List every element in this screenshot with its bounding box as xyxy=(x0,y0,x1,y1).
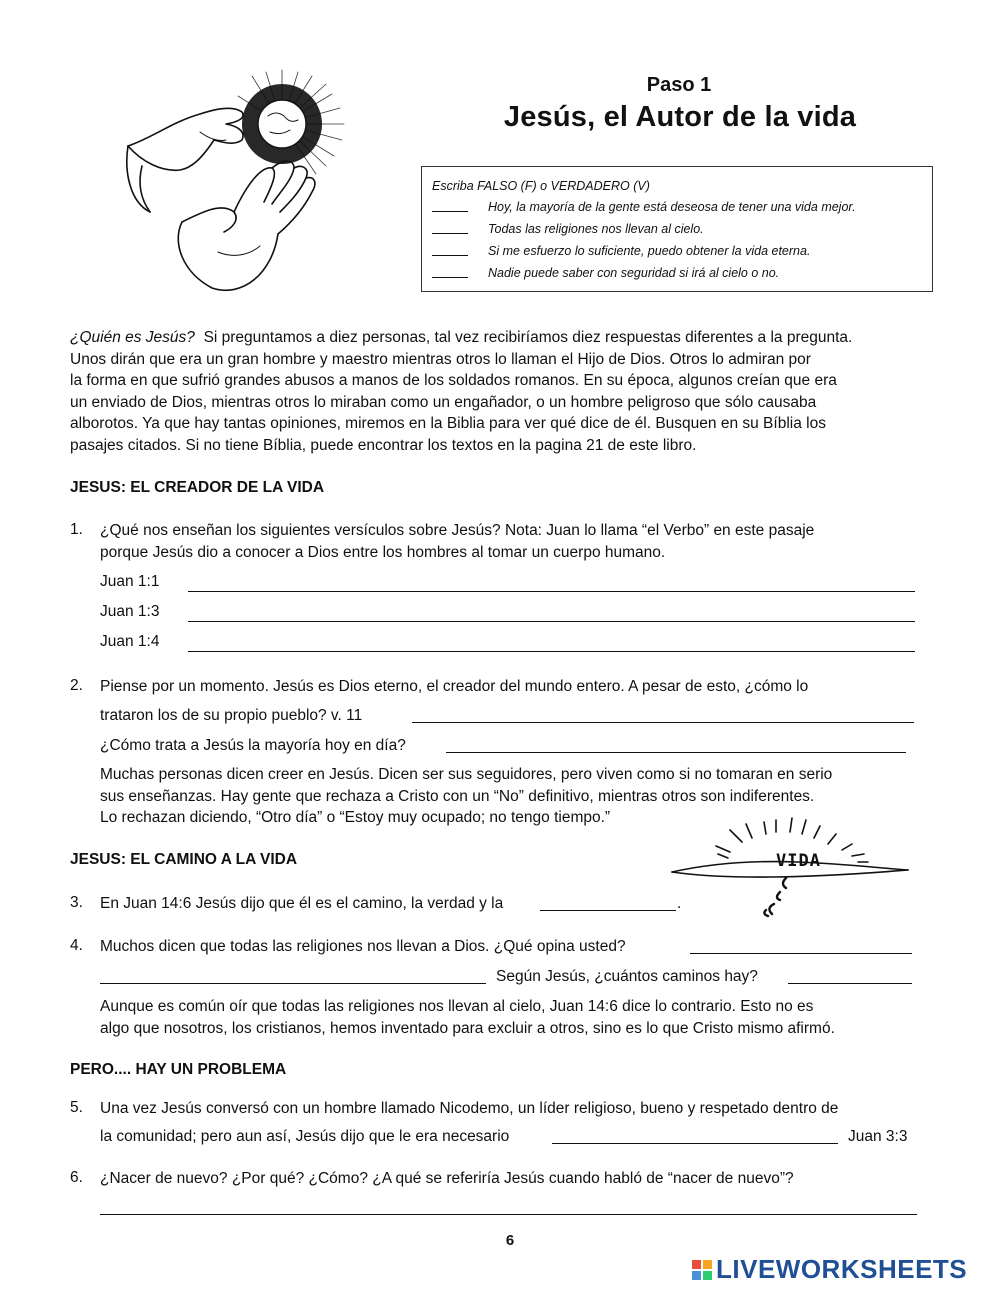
q1-line: ¿Qué nos enseñan los siguientes versículos sobre Jesús? Nota: Juan lo llama “el Verbo” en este pasaje xyxy=(100,522,815,539)
intro-paragraph xyxy=(70,327,950,456)
intro-line: Unos dirán que era un gran hombre y maestro mientras otros lo llaman el Hijo de Dios. Otros lo admiran por xyxy=(70,350,811,368)
page-number: 6 xyxy=(505,1232,515,1249)
question-5-reference: Juan 3:3 xyxy=(848,1128,908,1145)
intro-line: Si preguntamos a diez personas, tal vez recibiríamos diez respuestas diferentes a la pregunta. xyxy=(203,329,853,346)
question-number: 5. xyxy=(70,1099,83,1116)
intro-line: pasajes citados. Si no tiene Bíblia, puede encontrar los textos en la pagina 21 de este libro. xyxy=(70,436,697,454)
question-4-line1: Muchos dicen que todas las religiones nos llevan a Dios. ¿Qué opina usted? xyxy=(100,938,626,955)
question-4-paragraph xyxy=(100,996,970,1039)
tf-answer-blank[interactable] xyxy=(432,197,468,212)
question-number: 3. xyxy=(70,894,83,911)
answer-line-juan-1-4[interactable] xyxy=(188,635,915,652)
answer-line-today[interactable] xyxy=(446,736,906,753)
q2-para-line: Muchas personas dicen creer en Jesús. Dicen ser sus seguidores, pero viven como si no tomaran en serio xyxy=(100,766,833,783)
answer-line-juan-1-1[interactable] xyxy=(188,575,915,592)
intro-line: alborotos. Ya que hay tantas opiniones, miremos en la Biblia para ver qué dice de él. Busquen en su Bíblia los xyxy=(70,415,826,432)
question-5-line2: la comunidad; pero aun así, Jesús dijo que le era necesario xyxy=(100,1128,510,1145)
question-3-period: . xyxy=(677,895,682,912)
tf-row xyxy=(432,197,922,219)
intro-lead: ¿Quién es Jesús? xyxy=(70,329,195,346)
liveworksheets-logo xyxy=(692,1254,967,1285)
answer-line-q6[interactable] xyxy=(100,1198,917,1215)
answer-line-q5[interactable] xyxy=(552,1127,838,1144)
section-heading-way: JESUS: EL CAMINO A LA VIDA xyxy=(70,851,298,868)
answer-line-v11[interactable] xyxy=(412,706,914,723)
page-title: Jesús, el Autor de la vida xyxy=(503,101,857,133)
question-5-line1: Una vez Jesús conversó con un hombre llamado Nicodemo, un líder religioso, bueno y respetado dentro de xyxy=(100,1100,839,1117)
tf-statement: Si me esfuerzo lo suficiente, puedo obtener la vida eterna. xyxy=(488,244,811,258)
verse-label: Juan 1:3 xyxy=(100,603,160,620)
answer-line-q3[interactable] xyxy=(540,894,676,911)
true-false-box xyxy=(421,166,933,292)
intro-line: la forma en que sufrió grandes abusos a manos de los soldados romanos. En su época, algunos creían que era xyxy=(70,372,837,389)
intro-line: un enviado de Dios, mientras otros lo miraban como un engañador, o un hombre peligroso que sólo causaba xyxy=(70,393,817,411)
question-2-line1: Piense por un momento. Jesús es Dios eterno, el creador del mundo entero. A pesar de esto, ¿cómo lo xyxy=(100,678,809,695)
q4-para-line: Aunque es común oír que todas las religiones nos llevan al cielo, Juan 14:6 dice lo contrario. Esto no es xyxy=(100,998,814,1015)
question-number: 4. xyxy=(70,937,83,954)
question-number: 1. xyxy=(70,521,83,538)
tf-statement: Hoy, la mayoría de la gente está deseosa de tener una vida mejor. xyxy=(488,200,856,214)
tf-row xyxy=(432,263,922,285)
question-1-text xyxy=(100,520,950,563)
logo-block xyxy=(703,1271,712,1280)
q2-para-line: sus enseñanzas. Hay gente que rechaza a Cristo con un “No” definitivo, mientras otros son indiferentes. xyxy=(100,787,815,805)
tf-answer-blank[interactable] xyxy=(432,219,468,234)
question-number: 6. xyxy=(70,1169,83,1186)
question-3-text: En Juan 14:6 Jesús dijo que él es el camino, la verdad y la xyxy=(100,895,504,912)
section-heading-creator: JESUS: EL CREADOR DE LA VIDA xyxy=(70,479,325,496)
answer-line-q4-ways[interactable] xyxy=(788,967,912,984)
question-6-text: ¿Nacer de nuevo? ¿Por qué? ¿Cómo? ¿A qué se referiría Jesús cuando habló de “nacer de nuevo”? xyxy=(100,1170,794,1187)
logo-text: LIVEWORKSHEETS xyxy=(716,1254,968,1284)
verse-label: Juan 1:4 xyxy=(100,633,160,650)
q1-line: porque Jesús dio a conocer a Dios entre los hombres al tomar un cuerpo humano. xyxy=(100,543,666,561)
tf-statement: Todas las religiones nos llevan al cielo. xyxy=(488,222,704,236)
tf-answer-blank[interactable] xyxy=(432,263,468,278)
vida-label: VIDA xyxy=(776,851,821,871)
tf-row xyxy=(432,241,922,263)
question-2-line2: trataron los de su propio pueblo? v. 11 xyxy=(100,707,363,724)
section-heading-problem: PERO.... HAY UN PROBLEMA xyxy=(70,1061,287,1078)
answer-line-juan-1-3[interactable] xyxy=(188,605,915,622)
tf-statement: Nadie puede saber con seguridad si irá al cielo o no. xyxy=(488,266,780,280)
question-2-line3: ¿Cómo trata a Jesús la mayoría hoy en día? xyxy=(100,737,406,754)
logo-blocks-icon xyxy=(692,1260,712,1280)
logo-block xyxy=(703,1260,712,1269)
tf-instruction: Escriba FALSO (F) o VERDADERO (V) xyxy=(432,179,650,193)
question-number: 2. xyxy=(70,677,83,694)
step-label: Paso 1 xyxy=(646,74,712,96)
answer-line-q4-opinion-cont[interactable] xyxy=(100,967,486,984)
verse-label: Juan 1:1 xyxy=(100,573,160,590)
question-4-line2: Según Jesús, ¿cuántos caminos hay? xyxy=(496,968,758,985)
logo-block xyxy=(692,1260,701,1269)
q4-para-line: algo que nosotros, los cristianos, hemos inventado para excluir a otros, sino es lo que Cristo mismo afirmó. xyxy=(100,1019,835,1037)
tf-row xyxy=(432,219,922,241)
tf-answer-blank[interactable] xyxy=(432,241,468,256)
hands-globe-illustration xyxy=(122,62,352,298)
q2-para-line: Lo rechazan diciendo, “Otro día” o “Estoy muy ocupado; no tengo tiempo.” xyxy=(100,809,611,826)
answer-line-q4-opinion[interactable] xyxy=(690,937,912,954)
logo-block xyxy=(692,1271,701,1280)
